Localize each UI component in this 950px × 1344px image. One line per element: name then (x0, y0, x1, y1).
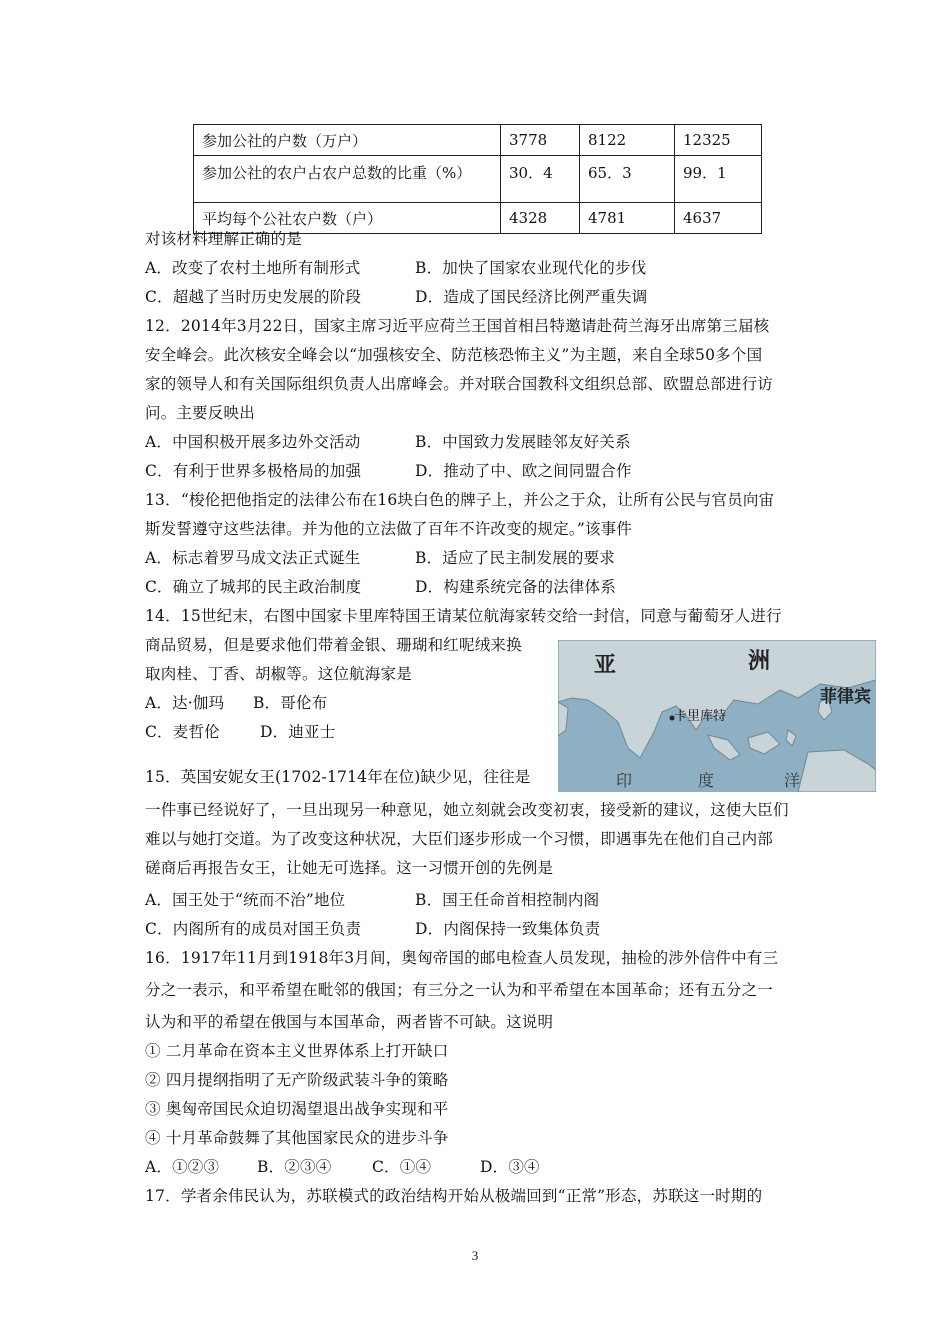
table-cell: 4781 (580, 203, 675, 234)
map-label-asia-1: 亚 (594, 653, 617, 678)
q15-options-row2 (145, 919, 600, 939)
q16-statement-3: ③ 奥匈帝国民众迫切渴望退出战争实现和平 (145, 1100, 449, 1118)
q15-line-1: 15．英国安妮女王(1702-1714年在位)缺少见，往往是 (145, 768, 531, 786)
map-label-philippines: 菲律宾 (820, 687, 871, 707)
option-c: C．①④ (372, 1158, 432, 1176)
q14-line-2: 商品贸易，但是要求他们带着金银、珊瑚和红呢绒来换 (145, 636, 522, 654)
q12-line-4: 问。主要反映出 (145, 404, 255, 422)
table-cell: 平均每个公社农户数（户） (194, 203, 501, 234)
map-label-calicut: 卡里库特 (674, 709, 727, 724)
table-row (194, 125, 762, 156)
q16-options-row (145, 1157, 540, 1177)
page-number: 3 (471, 1248, 479, 1263)
q15-line-3: 难以与她打交道。为了改变这种状况，大臣们逐步形成一个习惯，即遇事先在他们自己内部 (145, 830, 774, 848)
q12-line-3: 家的领导人和有关国际组织负责人出席峰会。并对联合国教科文组织总部、欧盟总部进行访 (145, 375, 774, 393)
table-cell: 4637 (675, 203, 762, 234)
q12-line-1: 12．2014年3月22日，国家主席习近平应荷兰王国首相吕特邀请赴荷兰海牙出席第三届核 (145, 317, 770, 335)
option-b: B．哥伦布 (253, 694, 328, 712)
map-label-ocean-2: 度 (698, 771, 715, 790)
table-cell: 参加公社的户数（万户） (194, 125, 501, 156)
option-c: C．确立了城邦的民主政治制度 (145, 578, 362, 596)
table-cell: 参加公社的农户占农户总数的比重（%） (194, 156, 501, 203)
q12-options-row1 (145, 432, 631, 452)
option-c: C．有利于世界多极格局的加强 (145, 462, 362, 480)
calicut-region-map (558, 640, 876, 792)
table-cell: 12325 (675, 125, 762, 156)
q14-options-row1 (145, 693, 327, 713)
option-d: D．迪亚士 (260, 723, 336, 741)
table-row (194, 156, 762, 203)
option-d: D．推动了中、欧之间同盟合作 (415, 462, 632, 480)
table-cell: 30．4 (501, 156, 580, 203)
map-label-ocean-1: 印 (616, 771, 633, 790)
option-a: A．达·伽玛 (145, 694, 225, 712)
q16-statement-4: ④ 十月革命鼓舞了其他国家民众的进步斗争 (145, 1129, 449, 1147)
option-b: B．中国致力发展睦邻友好关系 (415, 433, 631, 451)
q12-line-2: 安全峰会。此次核安全峰会以“加强核安全、防范核恐怖主义”为主题，来自全球50多个国 (145, 346, 763, 364)
q11-stem: 对该材料理解正确的是 (145, 230, 303, 248)
q13-line-2: 斯发誓遵守这些法律。并为他的立法做了百年不许改变的规定。”该事件 (145, 520, 633, 538)
option-d: D．③④ (480, 1158, 540, 1176)
option-b: B．②③④ (257, 1158, 332, 1176)
option-d: D．造成了国民经济比例严重失调 (415, 288, 648, 306)
q15-line-2: 一件事已经说好了，一旦出现另一种意见，她立刻就会改变初衷，接受新的建议，这使大臣们 (145, 801, 789, 819)
table-cell: 8122 (580, 125, 675, 156)
q14-options-row2 (145, 722, 335, 742)
q15-line-4: 磋商后再报告女王，让她无可选择。这一习惯开创的先例是 (145, 859, 554, 877)
map-label-asia-2: 洲 (748, 649, 771, 674)
option-a: A．中国积极开展多边外交活动 (145, 433, 361, 451)
q16-line-2: 分之一表示，和平希望在毗邻的俄国；有三分之一认为和平希望在本国革命；还有五分之一 (145, 981, 774, 999)
commune-statistics-table (193, 124, 762, 234)
q16-statement-2: ② 四月提纲指明了无产阶级武装斗争的策略 (145, 1071, 449, 1089)
option-c: C．麦哲伦 (145, 723, 220, 741)
q16-statement-1: ① 二月革命在资本主义世界体系上打开缺口 (145, 1042, 449, 1060)
option-a: A．改变了农村土地所有制形式 (145, 259, 361, 277)
option-c: C．内阁所有的成员对国王负责 (145, 920, 362, 938)
option-b: B．加快了国家农业现代化的步伐 (415, 259, 647, 277)
option-c: C．超越了当时历史发展的阶段 (145, 288, 362, 306)
option-a: A．标志着罗马成文法正式诞生 (145, 549, 361, 567)
option-d: D．构建系统完备的法律体系 (415, 578, 617, 596)
table-cell: 99．1 (675, 156, 762, 203)
q14-line-1: 14．15世纪末，右图中国家卡里库特国王请某位航海家转交给一封信，同意与葡萄牙人进行 (145, 607, 782, 625)
q13-line-1: 13．“梭伦把他指定的法律公布在16块白色的牌子上，并公之于众，让所有公民与官员向宙 (145, 491, 775, 509)
option-b: B．适应了民主制发展的要求 (415, 549, 615, 567)
q16-line-3: 认为和平的希望在俄国与本国革命，两者皆不可缺。这说明 (145, 1013, 554, 1031)
option-a: A．①②③ (145, 1158, 220, 1176)
table-cell: 65．3 (580, 156, 675, 203)
q14-line-3: 取肉桂、丁香、胡椒等。这位航海家是 (145, 665, 412, 683)
q13-options-row2 (145, 577, 616, 597)
table-cell: 3778 (501, 125, 580, 156)
q11-options-row1 (145, 258, 646, 278)
option-d: D．内阁保持一致集体负责 (415, 920, 601, 938)
q15-options-row1 (145, 890, 599, 910)
option-a: A．国王处于“统而不治”地位 (145, 891, 346, 909)
table-cell: 4328 (501, 203, 580, 234)
q13-options-row1 (145, 548, 615, 568)
q16-line-1: 16．1917年11月到1918年3月间，奥匈帝国的邮电检查人员发现，抽检的涉外信件中有三 (145, 949, 779, 967)
q12-options-row2 (145, 461, 632, 481)
map-label-ocean-3: 洋 (784, 771, 801, 790)
option-b: B．国王任命首相控制内阁 (415, 891, 600, 909)
q17-line-1: 17．学者余伟民认为，苏联模式的政治结构开始从极端回到“正常”形态，苏联这一时期的 (145, 1187, 763, 1205)
q11-options-row2 (145, 287, 647, 307)
